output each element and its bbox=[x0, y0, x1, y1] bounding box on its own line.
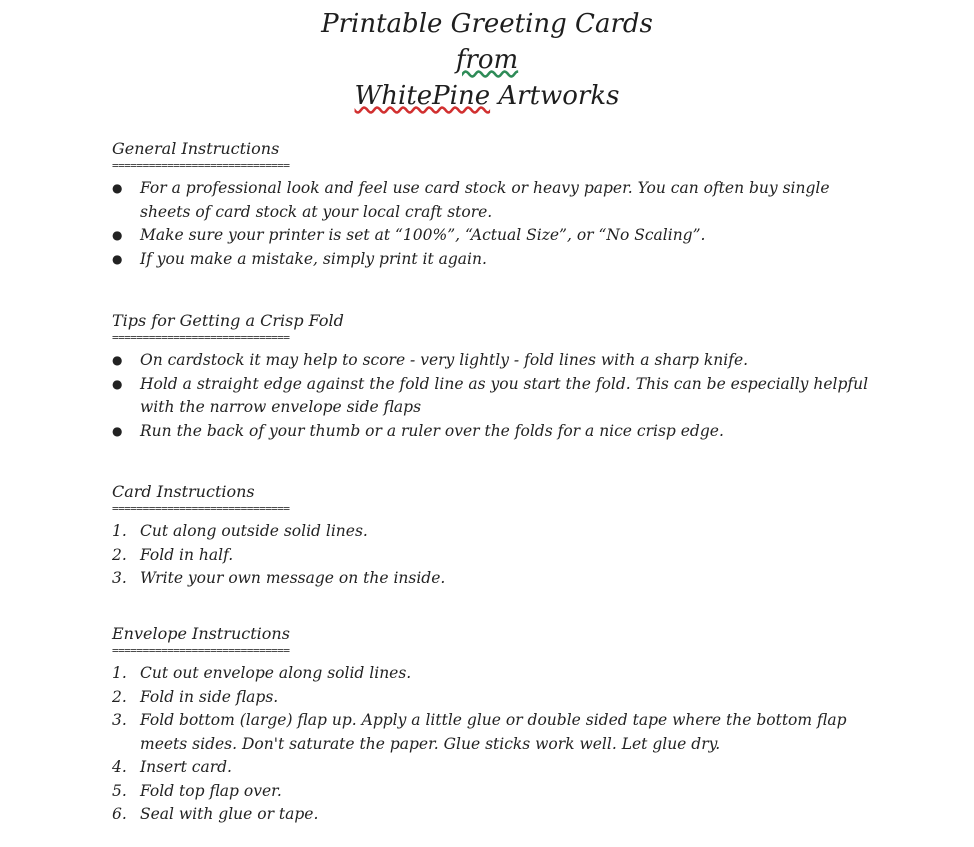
list-item bbox=[112, 756, 872, 780]
list-item-text: Fold in side flaps. bbox=[140, 687, 279, 706]
list-item bbox=[112, 420, 872, 444]
divider: ============================= bbox=[112, 502, 290, 515]
list-item-text: If you make a mistake, simply print it again. bbox=[140, 249, 487, 268]
document-title bbox=[0, 6, 974, 114]
bullet-icon: ● bbox=[112, 353, 123, 367]
section-card-instructions bbox=[112, 480, 872, 591]
list-item bbox=[112, 224, 872, 248]
list-item bbox=[112, 662, 872, 686]
item-number: 5. bbox=[112, 781, 127, 800]
title-line-1: Printable Greeting Cards bbox=[321, 9, 653, 39]
list-item-text: Make sure your printer is set at “100%”, “Actual Size”, or “No Scaling”. bbox=[140, 226, 706, 244]
item-number: 6. bbox=[112, 805, 127, 823]
section-heading: Envelope Instructions bbox=[112, 624, 290, 643]
title-line-3 bbox=[0, 78, 974, 114]
numbered-list bbox=[112, 662, 872, 827]
divider: ============================= bbox=[112, 331, 290, 344]
list-item bbox=[112, 709, 872, 756]
list-item bbox=[112, 686, 872, 710]
list-item-text: Write your own message on the inside. bbox=[140, 569, 446, 587]
bullet-list bbox=[112, 177, 872, 271]
divider: ============================= bbox=[112, 159, 290, 172]
item-number: 2. bbox=[112, 545, 127, 564]
section-heading: General Instructions bbox=[112, 139, 280, 158]
item-number: 2. bbox=[112, 687, 127, 706]
item-number: 1. bbox=[112, 664, 127, 682]
list-item-text: Fold in half. bbox=[140, 545, 234, 564]
section-heading: Card Instructions bbox=[112, 482, 255, 501]
brand-name: WhitePine bbox=[354, 81, 491, 111]
list-item bbox=[112, 177, 872, 224]
list-item-text: Cut out envelope along solid lines. bbox=[140, 664, 412, 682]
bullet-icon: ● bbox=[112, 251, 123, 266]
bullet-icon: ● bbox=[112, 181, 123, 195]
brand-suffix: Artworks bbox=[490, 81, 620, 111]
list-item bbox=[112, 803, 872, 827]
item-number: 3. bbox=[112, 711, 127, 729]
list-item-text: Insert card. bbox=[140, 758, 232, 776]
bullet-icon: ● bbox=[112, 376, 123, 391]
list-item-text: Hold a straight edge against the fold line as you start the fold. This can be especially helpful with the narrow envelope side flaps bbox=[140, 374, 869, 416]
list-item bbox=[112, 780, 872, 804]
section-envelope-instructions bbox=[112, 622, 872, 827]
list-item bbox=[112, 349, 872, 373]
divider: ============================= bbox=[112, 644, 290, 657]
item-number: 4. bbox=[112, 758, 127, 776]
list-item bbox=[112, 248, 872, 272]
section-crisp-fold-tips bbox=[112, 309, 872, 443]
list-item-text: Cut along outside solid lines. bbox=[140, 522, 368, 540]
list-item-text: For a professional look and feel use card stock or heavy paper. You can often buy single sheets of card stock at your local craft store. bbox=[140, 179, 830, 221]
section-general-instructions bbox=[112, 137, 872, 271]
section-heading: Tips for Getting a Crisp Fold bbox=[112, 311, 344, 330]
list-item-text: Fold bottom (large) flap up. Apply a little glue or double sided tape where the bottom flap meets sides. Don't saturate the paper. Glue sticks work well. Let glue dry. bbox=[140, 711, 847, 753]
list-item-text: Run the back of your thumb or a ruler over the folds for a nice crisp edge. bbox=[140, 421, 724, 440]
list-item bbox=[112, 373, 872, 420]
item-number: 3. bbox=[112, 569, 127, 587]
list-item-text: Fold top flap over. bbox=[140, 781, 282, 800]
item-number: 1. bbox=[112, 522, 127, 540]
title-from: from bbox=[455, 45, 519, 75]
list-item bbox=[112, 567, 872, 591]
list-item bbox=[112, 520, 872, 544]
title-line-2 bbox=[0, 42, 974, 78]
bullet-icon: ● bbox=[112, 423, 123, 438]
list-item bbox=[112, 544, 872, 568]
numbered-list bbox=[112, 520, 872, 591]
bullet-list bbox=[112, 349, 872, 443]
list-item-text: On cardstock it may help to score - very lightly - fold lines with a sharp knife. bbox=[140, 351, 749, 369]
bullet-icon: ● bbox=[112, 228, 123, 242]
list-item-text: Seal with glue or tape. bbox=[140, 805, 319, 823]
